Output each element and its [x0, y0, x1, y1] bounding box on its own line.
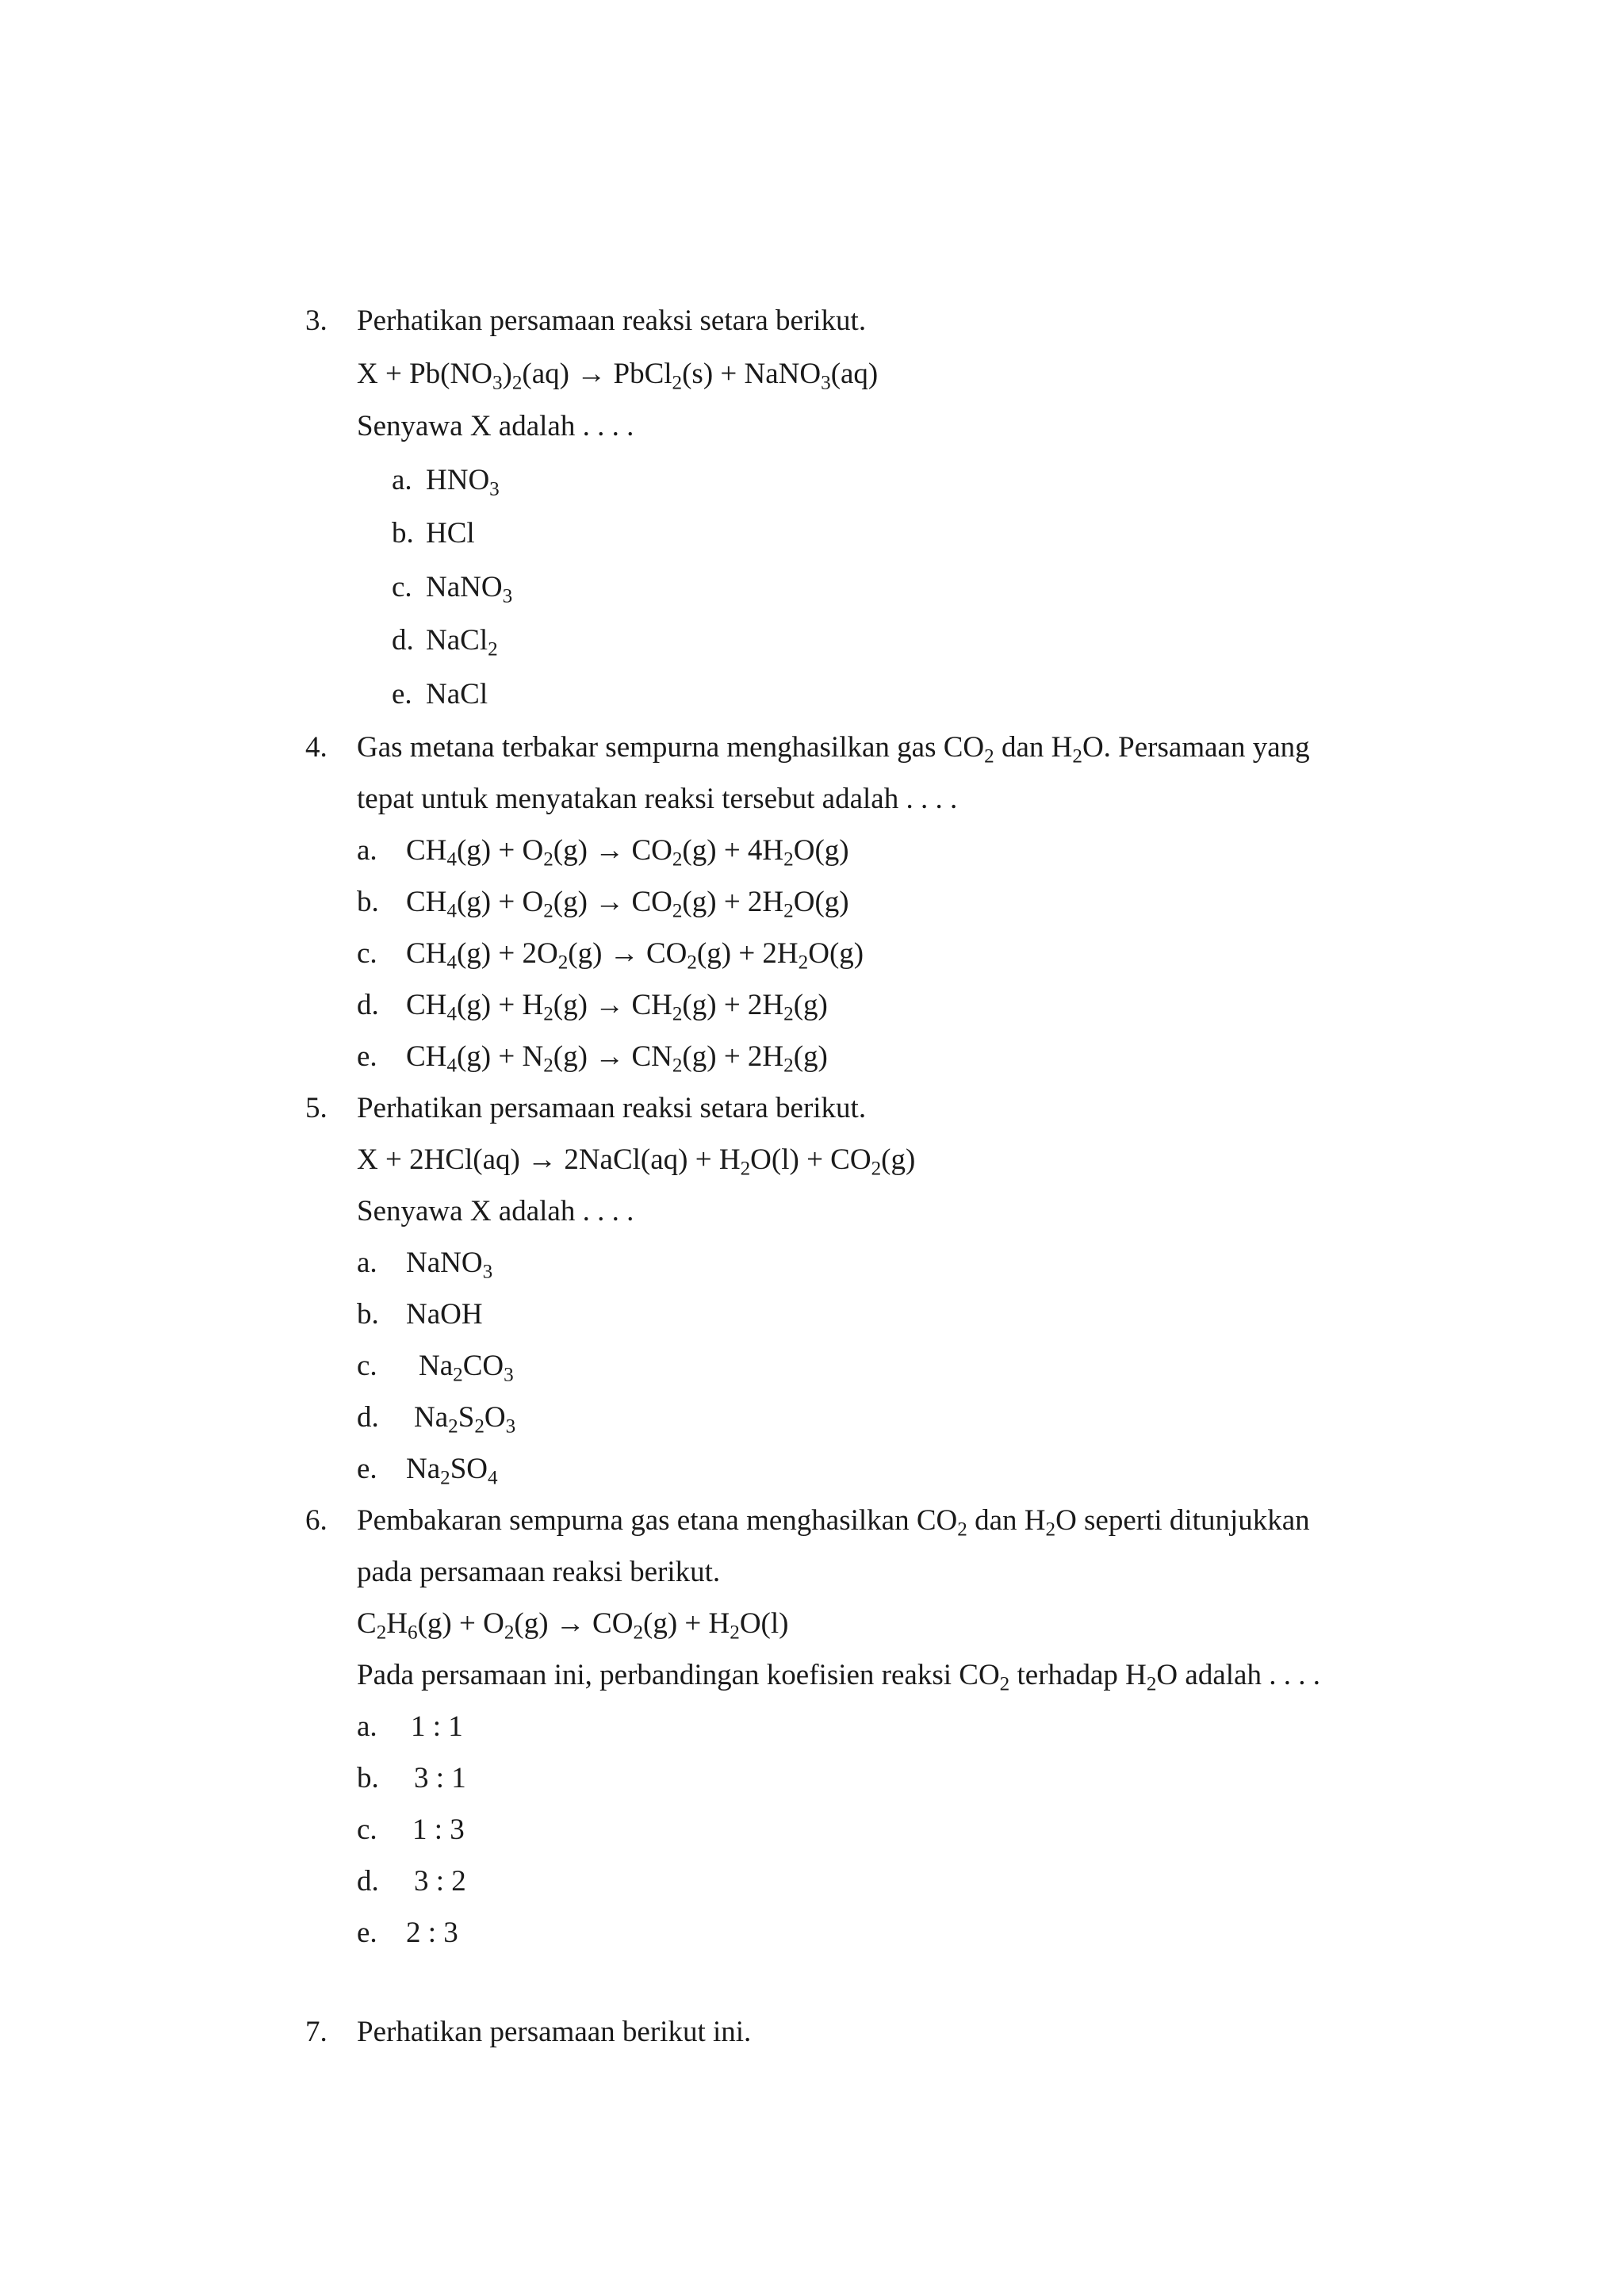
- question-text: pada persamaan reaksi berikut.: [357, 1556, 721, 1588]
- option-text: NaCl: [426, 678, 488, 710]
- question-text: Perhatikan persamaan reaksi setara berikut.: [357, 304, 867, 337]
- option-letter: e.: [357, 1040, 377, 1073]
- option-text: NaNO$_3$: [426, 571, 513, 607]
- option-letter: a.: [357, 1247, 377, 1279]
- option-text: 1 : 1: [411, 1710, 463, 1743]
- option-letter: a.: [392, 464, 412, 496]
- option-letter: b.: [357, 1762, 379, 1794]
- option-text: NaCl$_2$: [426, 624, 498, 661]
- option-letter: a.: [357, 834, 377, 867]
- option-text: $Na_2CO_3$: [419, 1350, 514, 1386]
- option-text: $CH_4(g) + O_2(g) \to CO_2(g) + 4H_2O(g)$: [406, 834, 849, 871]
- question-number: 7.: [305, 2016, 327, 2048]
- question-number: 3.: [305, 304, 327, 337]
- option-letter: c.: [357, 1813, 377, 1846]
- question-text: Gas metana terbakar sempurna menghasilkan gas $CO_2$ dan $H_2O$. Persamaan yang: [357, 731, 1310, 768]
- question-text: Pembakaran sempurna gas etana menghasilkan $CO_2$ dan $H_2O$ seperti ditunjukkan: [357, 1504, 1310, 1541]
- question-text: Perhatikan persamaan reaksi setara berikut.: [357, 1092, 867, 1124]
- option-letter: d.: [357, 1401, 379, 1434]
- question-number: 4.: [305, 731, 327, 764]
- question-number: 5.: [305, 1092, 327, 1124]
- option-text: $Na_2SO_4$: [406, 1453, 498, 1489]
- option-letter: e.: [392, 678, 412, 710]
- reaction-equation: $X + Pb(NO_3)_2(aq)$ → PbCl$_2$(s) + NaNO$_3$(aq): [357, 358, 879, 394]
- option-letter: c.: [357, 937, 377, 970]
- option-text: NaNO$_3$: [406, 1247, 493, 1283]
- option-text: $CH_4(g) + O_2(g) \to CO_2(g) + 2H_2O(g)$: [406, 886, 849, 922]
- question-text: Perhatikan persamaan berikut ini.: [357, 2016, 752, 2048]
- option-text: 1 : 3: [412, 1813, 465, 1846]
- option-text: HCl: [426, 517, 475, 550]
- option-text: $CH_4(g) + N_2(g) \to CN_2(g) + 2H_2(g)$: [406, 1040, 828, 1077]
- reaction-equation: $C_2H_6(g) + O_2(g) \to CO_2(g) + H_2O(l)$: [357, 1607, 789, 1644]
- option-letter: b.: [392, 517, 414, 550]
- question-prompt: Senyawa X adalah . . . .: [357, 410, 634, 442]
- option-text: NaOH: [406, 1298, 483, 1331]
- question-text: tepat untuk menyatakan reaksi tersebut adalah . . . .: [357, 783, 958, 815]
- option-letter: d.: [392, 624, 414, 657]
- option-text: 3 : 2: [414, 1865, 466, 1898]
- option-letter: a.: [357, 1710, 377, 1743]
- option-letter: c.: [392, 571, 412, 603]
- option-letter: d.: [357, 1865, 379, 1898]
- option-letter: c.: [357, 1350, 377, 1382]
- option-letter: e.: [357, 1453, 377, 1485]
- option-letter: e.: [357, 1917, 377, 1949]
- reaction-equation: X + 2HCl(aq) → 2NaCl(aq) + $H_2O(l) + CO_2(g)$: [357, 1143, 916, 1180]
- option-letter: b.: [357, 886, 379, 918]
- option-text: $CH_4(g) + H_2(g) \to CH_2(g) + 2H_2(g)$: [406, 989, 828, 1025]
- option-text: $CH_4(g) + 2O_2(g) \to CO_2(g) + 2H_2O(g)$: [406, 937, 864, 974]
- option-text: $HNO_3$: [426, 464, 500, 500]
- question-number: 6.: [305, 1504, 327, 1537]
- option-text: $Na_2S_2O_3$: [414, 1401, 516, 1438]
- question-prompt: Senyawa X adalah . . . .: [357, 1195, 634, 1227]
- option-letter: d.: [357, 989, 379, 1021]
- question-prompt: Pada persamaan ini, perbandingan koefisien reaksi $CO_2$ terhadap $H_2O$ adalah . . . .: [357, 1659, 1320, 1695]
- option-text: 2 : 3: [406, 1917, 458, 1949]
- option-letter: b.: [357, 1298, 379, 1331]
- option-text: 3 : 1: [414, 1762, 466, 1794]
